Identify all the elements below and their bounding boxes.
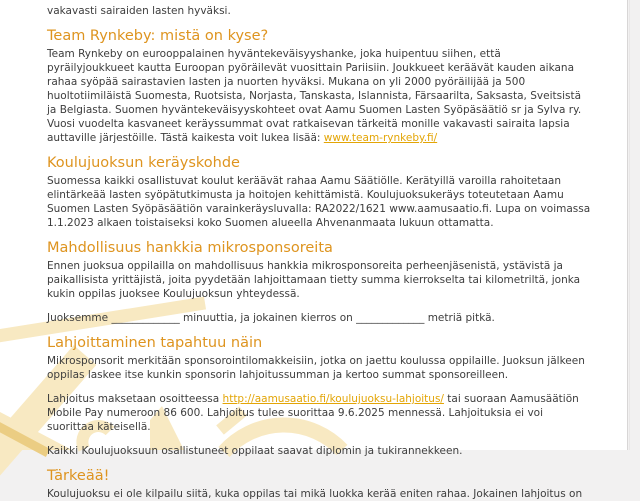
page-gutter (629, 0, 640, 450)
link-aamusaatio-lahjoitus[interactable]: http://aamusaatio.fi/koulujuoksu-lahjoitus/ (222, 393, 444, 405)
paragraph-team-rynkeby-text: Team Rynkeby on eurooppalainen hyväntekeväisyyshanke, joka huipentuu siihen, että pyräilyjoukkueet kautta Euroopan pyöräilevät vuosittain Pariisiin. Joukkueet keräävät kauden aikana rahaa syöpää sairastavien lasten ja nuorten hyväksi. Mukana on yli 2000 pyöräilijää ja 500 huoltotiimiläistä Suomesta, Ruotsista, Norjasta, Tanskasta, Islannista, Färsaarilta, Saksasta, Sveitsistä ja Belgiasta. Suomen hyväntekeväisyyskohteet ovat Aamu Suomen Lasten Syöpäsäätiö sr ja Sylva ry. Vuosi vuodelta kasvaneet keräyssummat ovat ratkaisevan tärkeitä monille vakavasti sairaita lapsia auttaville järjestöille. Tästä kaikesta voit lukea lisää: (47, 48, 582, 144)
section-heading-tarkeaa: Tärkeää! (47, 468, 110, 484)
section-heading-team-rynkeby: Team Rynkeby: mistä on kyse? (47, 28, 269, 44)
paragraph-maksuohjeet (47, 392, 591, 434)
paragraph-fill-in-blanks: Juoksemme _____________ minuuttia, ja jokainen kierros on _____________ metriä pitkä. (47, 312, 495, 324)
section-heading-mikrosponsorit: Mahdollisuus hankkia mikrosponsoreita (47, 240, 333, 256)
paragraph-leading-fragment: vakavasti sairaiden lasten hyväksi. (47, 5, 231, 17)
paragraph-sponsorointilomakkeet: Mikrosponsorit merkitään sponsorointilomakkeisiin, jotka on jaettu koulussa oppilaille. Juoksun jälkeen oppilas laskee itse kunkin sponsorin lahjoitussumman ja kertoo summat sponsoreilleen. (47, 355, 585, 381)
section-heading-lahjoittaminen: Lahjoittaminen tapahtuu näin (47, 335, 263, 351)
paragraph-maksuohjeet-after: tai suoraan Aamusäätiön Mobile Pay numeroon 86 600. Lahjoitus tulee suorittaa 9.6.2025 mennessä. Lahjoituksia ei voi suorittaa käteisellä. (47, 393, 579, 433)
paragraph-kerayskohde: Suomessa kaikki osallistuvat koulut keräävät rahaa Aamu Säätiölle. Kerätyillä varoilla rahoitetaan elintärkeää lasten syöpätutkimusta ja hoitojen kehittämistä. Koulujuoksukeräys toteutetaan Aamu Suomen Lasten Syöpäsäätiön varainkeräysluvalla: RA2022/1621 www.aamusaatio.fi. Lupa on voimassa 1.1.2023 alkaen toistaiseksi koko Suomen alueella Ahvenanmaata lukuun ottamatta. (47, 175, 591, 229)
paragraph-tarkeaa: Koulujuoksu ei ole kilpailu siitä, kuka oppilas tai mikä luokka kerää eniten rahaa. Jokainen lahjoitus on (47, 488, 583, 500)
paragraph-maksuohjeet-before: Lahjoitus maksetaan osoitteessa (47, 393, 223, 405)
paragraph-diplomi: Kaikki Koulujuoksuun osallistuneet oppilaat saavat diplomin ja tukirannekkeen. (47, 445, 463, 457)
section-heading-kerayskohde: Koulujuoksun keräyskohde (47, 155, 240, 171)
paragraph-team-rynkeby (47, 47, 591, 145)
link-team-rynkeby[interactable]: www.team-rynkeby.fi/ (323, 132, 438, 144)
paragraph-mikrosponsorit: Ennen juoksua oppilailla on mahdollisuus hankkia mikrosponsoreita perheenjäsenistä, ystävistä ja paikallisista yrittäjistä, joita pyydetään lahjoittamaan tietty summa kierrokselta tai kilometriltä, jonka kukin oppilas juoksee Koulujuoksun yhteydessä. (47, 260, 581, 300)
